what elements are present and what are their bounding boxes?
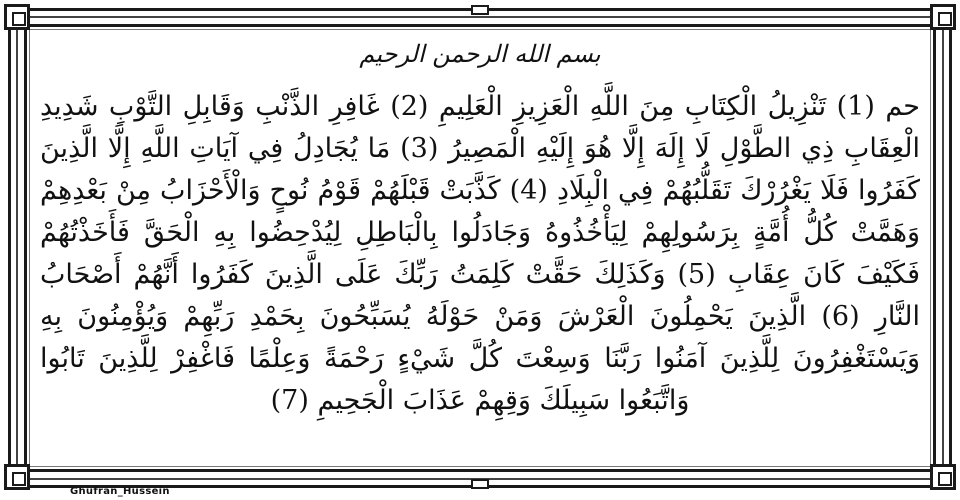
corner-ornament-bottom-left — [4, 464, 30, 490]
corner-ornament-bottom-right — [930, 464, 956, 490]
quran-verses-text: حم (1) تَنْزِيلُ الْكِتَابِ مِنَ اللَّهِ الْعَزِيزِ الْعَلِيمِ (2) غَافِرِ الذَّنْبِ وَقَابِلِ التَّوْبِ شَدِيدِ الْعِقَابِ ذِي الطَّوْلِ لَا إِلَهَ إِلَّا هُوَ إِلَيْهِ الْمَصِيرُ (3) مَا يُجَادِلُ فِي آيَاتِ اللَّهِ إِلَّا الَّذِينَ كَفَرُوا فَلَا يَغْرُرْكَ تَقَلُّبُهُمْ فِي الْبِلَادِ (4) كَذَّبَتْ قَبْلَهُمْ قَوْمُ نُوحٍ وَالْأَحْزَابُ مِنْ بَعْدِهِمْ وَهَمَّتْ كُلُّ أُمَّةٍ بِرَسُولِهِمْ لِيَأْخُذُوهُ وَجَادَلُوا بِالْبَاطِلِ لِيُدْحِضُوا بِهِ الْحَقَّ فَأَخَذْتُهُمْ فَكَيْفَ كَانَ عِقَابِ (5) وَكَذَلِكَ حَقَّتْ كَلِمَتُ رَبِّكَ عَلَى الَّذِينَ كَفَرُوا أَنَّهُمْ أَصْحَابُ النَّارِ (6) الَّذِينَ يَحْمِلُونَ الْعَرْشَ وَمَنْ حَوْلَهُ يُسَبِّحُونَ بِحَمْدِ رَبِّهِمْ وَيُؤْمِنُونَ بِهِ وَيَسْتَغْفِرُونَ لِلَّذِينَ آمَنُوا رَبَّنَا وَسِعْتَ كُلَّ شَيْءٍ رَحْمَةً وَعِلْمًا فَاغْفِرْ لِلَّذِينَ تَابُوا وَاتَّبَعُوا سَبِيلَكَ وَقِهِمْ عَذَابَ الْجَحِيمِ (7) — [40, 91, 920, 416]
frame-notch-top — [471, 5, 489, 15]
corner-ornament-top-left — [4, 4, 30, 30]
author-signature: Ghufran_Hussein — [70, 486, 170, 497]
corner-ornament-top-right — [930, 4, 956, 30]
basmala-calligraphy: بسم الله الرحمن الرحيم — [359, 40, 601, 68]
frame-notch-bottom — [471, 479, 489, 489]
